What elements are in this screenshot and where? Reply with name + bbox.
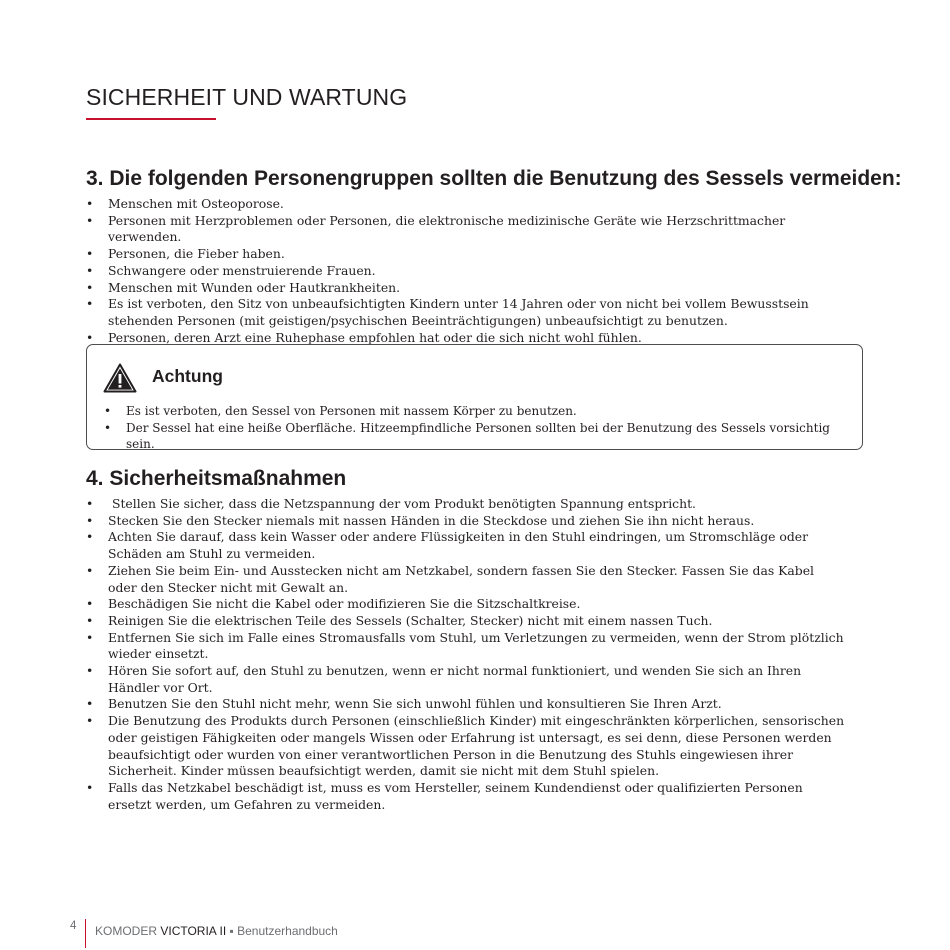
list-item: • Es ist verboten, den Sitz von unbeaufsichtigten Kindern unter 14 Jahren oder von nicht bei vollem Bewusstsein stehenden Personen (mit geistigen/psychischen Beeinträchtigungen) unbeaufsichtigt zu benutzen. [86,296,809,328]
footer-brand: KOMODER [95,924,158,938]
bullet-icon: • [86,279,94,295]
bullet-icon: • [104,404,112,418]
section-4-heading: 4. Sicherheitsmaßnahmen [86,467,347,490]
list-item: • Die Benutzung des Produkts durch Personen (einschließlich Kinder) mit eingeschränkten körperlichen, sensorischen oder geistigen Fähigkeiten oder mangels Wissen oder Erfahrung ist untersagt, es sei denn, diese Personen werden beaufsichtigt oder wurden von einer verantwortlichen Person in die Benutzung des Stuhls eingewiesen ihrer Sicherheit. Kinder müssen beaufsichtigt werden, damit sie nicht mit dem Stuhl spielen. [86,713,845,779]
bullet-icon: • [86,562,94,578]
bullet-icon: • [86,596,94,612]
list-item: • Falls das Netzkabel beschädigt ist, muss es vom Hersteller, seinem Kundendienst oder qualifizierten Personen ersetzt werden, um Gefahren zu vermeiden. [86,779,803,812]
bullet-icon: • [86,529,94,545]
section-3-heading: 3. Die folgenden Personengruppen sollten die Benutzung des Sessels vermeiden: [86,167,902,190]
section-4-list [86,496,846,813]
bullet-icon: • [86,296,94,312]
footer-doc-name: Benutzerhandbuch [237,924,338,938]
list-item: • Personen, deren Arzt eine Ruhephase empfohlen hat oder die sich nicht wohl fühlen. [86,329,642,345]
warning-list [104,403,854,453]
bullet-icon: • [86,496,94,511]
list-item: • Reinigen Sie die elektrischen Teile des Sessels (Schalter, Stecker) nicht mit einem nassen Tuch. [86,612,713,628]
page-number: 4 [70,920,77,932]
bullet-icon: • [86,329,94,345]
title-underline [86,118,216,120]
footer-divider [85,919,86,948]
footer-separator: ▪ [229,924,234,938]
section-3-list [86,196,821,346]
list-item: • Personen, die Fieber haben. [86,246,285,262]
bullet-icon: • [86,212,94,228]
bullet-icon: • [86,512,94,528]
list-item: • Der Sessel hat eine heiße Oberfläche. Hitzeempfindliche Personen sollten bei der Benutzung des Sessels vorsichtig sein. [104,420,830,451]
list-item: • Menschen mit Wunden oder Hautkrankheiten. [86,279,401,295]
bullet-icon: • [86,713,94,729]
footer-model: VICTORIA II [160,924,227,938]
footer [0,915,950,950]
list-item: • Beschädigen Sie nicht die Kabel oder modifizieren Sie die Sitzschaltkreise. [86,596,581,612]
list-item: • Entfernen Sie sich im Falle eines Stromausfalls vom Stuhl, um Verletzungen zu vermeiden, wenn der Strom plötzlich wieder einsetzt. [86,629,844,662]
list-item: • Es ist verboten, den Sessel von Personen mit nassem Körper zu benutzen. [104,404,577,418]
bullet-icon: • [86,663,94,679]
list-item: • Ziehen Sie beim Ein- und Ausstecken nicht am Netzkabel, sondern fassen Sie den Stecker. Fassen Sie das Kabel oder den Stecker nicht mit Gewalt an. [86,562,815,595]
bullet-icon: • [86,779,94,795]
list-item: • Stecken Sie den Stecker niemals mit nassen Händen in die Steckdose und ziehen Sie ihn nicht heraus. [86,512,755,528]
list-item: • Stellen Sie sicher, dass die Netzspannung der vom Produkt benötigten Spannung entspricht. [86,496,696,511]
bullet-icon: • [104,420,112,435]
footer-text [95,924,338,938]
list-item: • Menschen mit Osteoporose. [86,196,284,211]
bullet-icon: • [86,246,94,262]
warning-title: Achtung [152,366,223,386]
bullet-icon: • [86,612,94,628]
bullet-icon: • [86,262,94,278]
warning-box [86,344,863,450]
bullet-icon: • [86,696,94,712]
page-title: SICHERHEIT UND WARTUNG [86,84,408,110]
bullet-icon: • [86,196,94,211]
list-item: • Schwangere oder menstruierende Frauen. [86,262,376,278]
list-item: • Hören Sie sofort auf, den Stuhl zu benutzen, wenn er nicht normal funktioniert, und wenden Sie sich an Ihren Händler vor Ort. [86,663,802,695]
list-item: • Personen mit Herzproblemen oder Personen, die elektronische medizinische Geräte wie Herzschrittmacher verwenden. [86,212,786,245]
list-item: • Achten Sie darauf, dass kein Wasser oder andere Flüssigkeiten in den Stuhl eindringen, um Stromschläge oder Schäden am Stuhl zu vermeiden. [86,529,809,562]
list-item: • Benutzen Sie den Stuhl nicht mehr, wenn Sie sich unwohl fühlen und konsultieren Sie Ihren Arzt. [86,696,722,712]
warning-triangle-icon [103,363,137,393]
bullet-icon: • [86,629,94,645]
